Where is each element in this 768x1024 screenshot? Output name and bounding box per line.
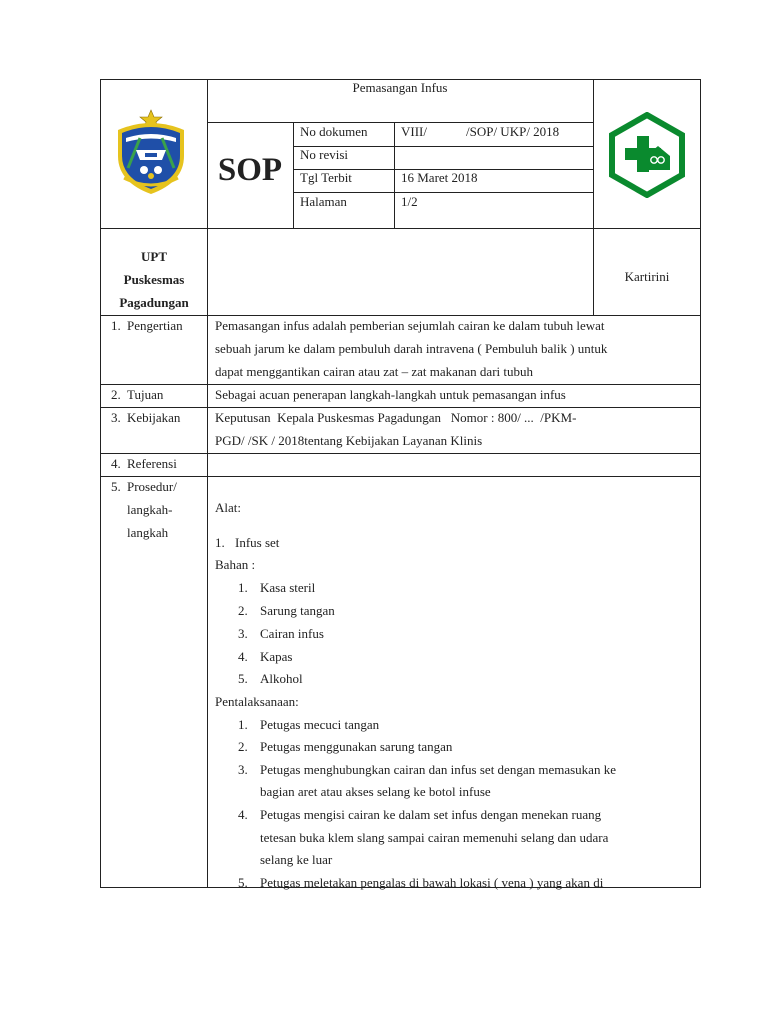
pengertian-line: sebuah jarum ke dalam pembuluh darah intravena ( Pembuluh balik ) untuk — [215, 341, 608, 356]
row-divider — [100, 315, 701, 316]
section-label-tujuan: Tujuan — [127, 387, 164, 402]
list-number: 2. — [238, 603, 248, 618]
kebijakan-line: PGD/ /SK / 2018tentang Kebijakan Layanan Klinis — [215, 433, 483, 448]
row-divider — [100, 384, 701, 385]
field-label-tgl-terbit: Tgl Terbit — [300, 170, 352, 185]
row-divider — [100, 476, 701, 477]
list-number: 3. — [238, 762, 248, 777]
field-label-no-dokumen: No dokumen — [300, 124, 368, 139]
header-divider — [293, 192, 594, 193]
pelaksanaan-step: bagian aret atau akses selang ke botol infuse — [260, 784, 491, 799]
alat-heading: Alat: — [215, 500, 241, 515]
section-label-referensi: Referensi — [127, 456, 177, 471]
section-number: 4. — [111, 456, 121, 471]
section-label-pengertian: Pengertian — [127, 318, 183, 333]
pelaksanaan-step: Petugas mengisi cairan ke dalam set infus dengan menekan ruang — [260, 807, 602, 822]
section-number: 5. — [111, 479, 121, 494]
pelaksanaan-step: Petugas mecuci tangan — [260, 717, 380, 732]
bahan-item: Sarung tangan — [260, 603, 335, 618]
section-label-prosedur: Prosedur/ — [127, 479, 177, 494]
sop-label: SOP — [217, 152, 283, 188]
field-value-tgl-terbit: 16 Maret 2018 — [401, 170, 478, 185]
pengertian-line: Pemasangan infus adalah pemberian sejumlah cairan ke dalam tubuh lewat — [215, 318, 605, 333]
document-title: Pemasangan Infus — [352, 80, 448, 95]
row-divider — [100, 407, 701, 408]
org-name-line-2: Puskesmas — [123, 272, 185, 287]
section-label-prosedur: langkah — [127, 525, 169, 540]
list-number: 1. — [238, 580, 248, 595]
tujuan-text: Sebagai acuan penerapan langkah-langkah untuk pemasangan infus — [215, 387, 566, 402]
org-name-line-3: Pagadungan — [119, 295, 189, 310]
puskesmas-logo-icon — [604, 112, 690, 198]
pelaksanaan-step: Petugas meletakan pengalas di bawah lokasi ( vena ) yang akan di — [260, 875, 604, 890]
header-divider — [207, 122, 594, 123]
alat-item: Infus set — [235, 535, 280, 550]
list-number: 1. — [238, 717, 248, 732]
header-divider — [394, 122, 395, 229]
header-divider — [100, 228, 701, 229]
section-label-prosedur: langkah- — [127, 502, 173, 517]
list-number: 1. — [215, 535, 225, 550]
list-number: 4. — [238, 807, 248, 822]
kebijakan-line: Keputusan Kepala Puskesmas Pagadungan Nomor : 800/ ... /PKM- — [215, 410, 577, 425]
pelaksanaan-step: Petugas menghubungkan cairan dan infus set dengan memasukan ke — [260, 762, 616, 777]
header-divider — [207, 228, 208, 316]
pelaksanaan-heading: Pentalaksanaan: — [215, 694, 299, 709]
regency-emblem-icon — [112, 108, 190, 196]
list-number: 3. — [238, 626, 248, 641]
pelaksanaan-step: tetesan buka klem slang sampai cairan memenuhi selang dan udara — [260, 830, 609, 845]
section-number: 3. — [111, 410, 121, 425]
list-number: 5. — [238, 875, 248, 890]
field-label-no-revisi: No revisi — [300, 147, 349, 162]
pelaksanaan-step: Petugas menggunakan sarung tangan — [260, 739, 453, 754]
list-number: 4. — [238, 649, 248, 664]
row-divider — [100, 453, 701, 454]
bahan-heading: Bahan : — [215, 557, 256, 572]
bahan-item: Cairan infus — [260, 626, 324, 641]
field-value-no-dokumen: VIII/ /SOP/ UKP/ 2018 — [401, 124, 560, 139]
section-label-kebijakan: Kebijakan — [127, 410, 181, 425]
bahan-item: Kasa steril — [260, 580, 316, 595]
pelaksanaan-step: selang ke luar — [260, 852, 333, 867]
section-number: 2. — [111, 387, 121, 402]
list-number: 2. — [238, 739, 248, 754]
frame-left — [100, 79, 101, 888]
bahan-item: Kapas — [260, 649, 293, 664]
org-name-line-1: UPT — [141, 249, 167, 264]
header-divider — [293, 122, 294, 229]
signatory-name: Kartirini — [624, 269, 670, 284]
column-divider — [207, 315, 208, 888]
section-number: 1. — [111, 318, 121, 333]
field-value-halaman: 1/2 — [401, 194, 418, 209]
pengertian-line: dapat menggantikan cairan atau zat – zat makanan dari tubuh — [215, 364, 533, 379]
frame-right — [700, 79, 701, 888]
field-label-halaman: Halaman — [300, 194, 347, 209]
list-number: 5. — [238, 671, 248, 686]
bahan-item: Alkohol — [260, 671, 303, 686]
